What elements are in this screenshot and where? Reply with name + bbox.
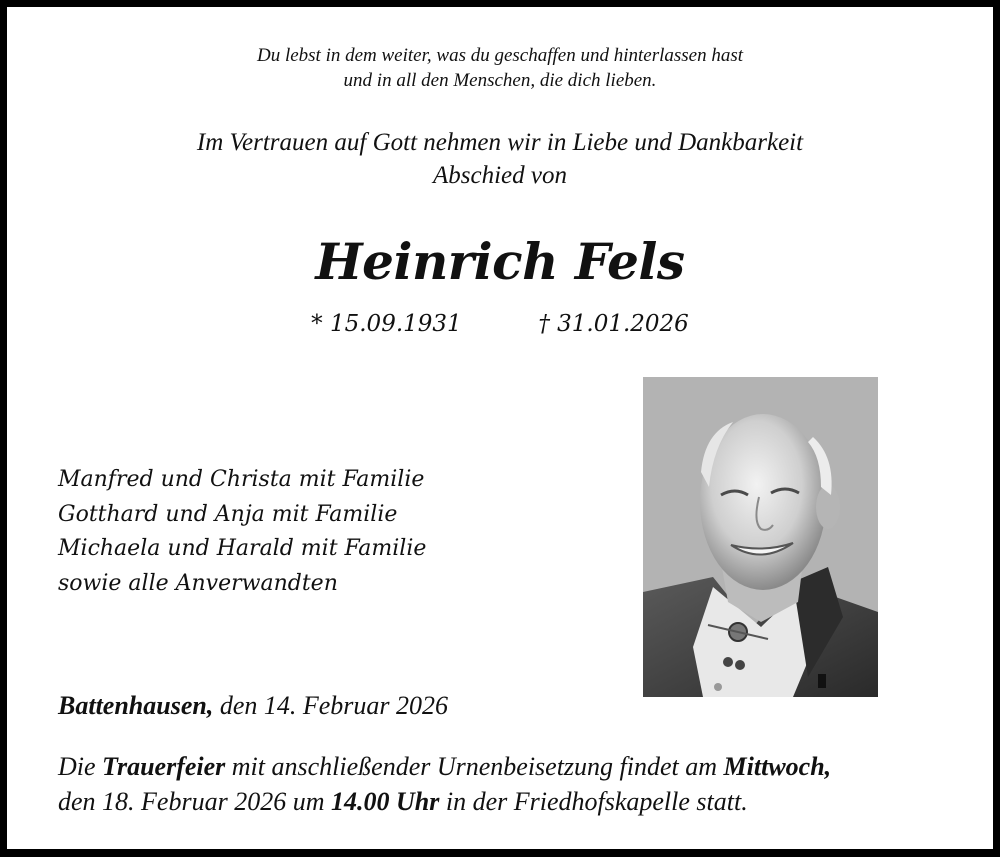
mourner-line: sowie alle Anverwandten [58,570,338,596]
birth-star-icon: * [311,311,323,337]
place-and-date [58,691,448,721]
birth-date: 15.09.1931 [329,311,462,337]
mourner-line: Michaela und Harald mit Familie [58,536,427,561]
motto-line-1: Du lebst in dem weiter, was du geschaffen und hinterlassen hast [256,45,744,66]
cross-icon: † [538,311,550,337]
portrait-image [643,377,878,697]
service-text: in der Friedhofskapelle statt. [439,787,748,816]
intro-line-1: Im Vertrauen auf Gott nehmen wir in Liebe und Dankbarkeit [196,129,804,156]
mourner-line: Gotthard und Anja mit Familie [58,501,398,527]
intro-line-2: Abschied von [433,162,567,189]
death-date: 31.01.2026 [557,311,689,337]
mourners-list [58,463,426,601]
intro-text [7,126,993,192]
place-name: Battenhausen, [58,691,214,720]
service-time: 14.00 Uhr [330,787,440,816]
service-text: Die [58,752,103,781]
service-text: den 18. Februar 2026 um [58,787,331,816]
service-line-2 [58,784,831,819]
motto [7,43,993,93]
funeral-service-info [58,749,831,819]
mourner-line: Manfred und Christa mit Familie [58,467,425,492]
portrait-photo [643,377,878,697]
life-dates [7,309,993,339]
service-weekday: Mittwoch, [723,752,832,781]
deceased-name: Heinrich Fels [315,232,685,291]
service-text: mit anschließender Urnenbeisetzung findet am [225,752,724,781]
service-type: Trauerfeier [102,752,226,781]
motto-line-2: und in all den Menschen, die dich lieben. [343,70,657,91]
obituary-card [7,7,993,849]
service-line-1 [58,749,831,784]
notice-date: den 14. Februar 2026 [219,691,449,720]
